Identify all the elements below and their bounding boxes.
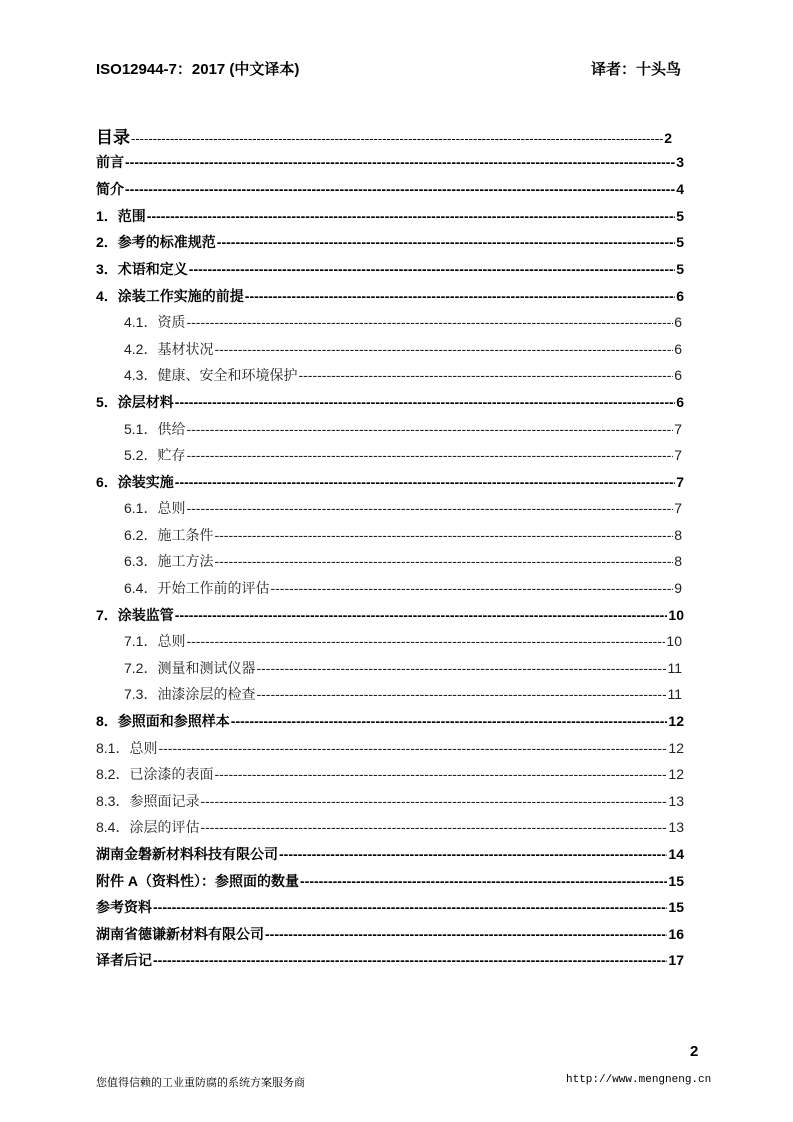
toc-leader-dashes: [158, 739, 667, 757]
toc-leader-dashes: [131, 128, 663, 150]
toc-leader-dashes: [175, 606, 668, 624]
toc-leader-dashes: [231, 712, 668, 730]
toc-leader-dashes: [214, 765, 667, 783]
toc-leader-dashes: [265, 925, 667, 943]
toc-entry-title: 8.4．涂层的评估: [96, 819, 200, 835]
toc-entry-page: 8: [674, 553, 682, 569]
toc-entry-page: 7: [674, 447, 682, 463]
toc-entry-page: 6: [676, 288, 684, 304]
toc-leader-dashes: [186, 499, 673, 517]
toc-leader-dashes: [279, 845, 667, 863]
footer-link[interactable]: http://www.mengneng.cn: [566, 1074, 712, 1086]
toc-leader-dashes: [186, 420, 673, 438]
toc-leader-dashes: [245, 287, 675, 305]
toc-entry-page: 5: [676, 208, 684, 224]
toc-leader-dashes: [147, 207, 675, 225]
toc-leader-dashes: [125, 153, 675, 171]
toc-entry-title: 8.1．总则: [96, 740, 158, 756]
toc-entry-page: 15: [668, 873, 684, 889]
toc-leader-dashes: [125, 180, 675, 198]
toc-entry[interactable]: [124, 340, 682, 358]
toc-entry-page: 6: [674, 367, 682, 383]
translator-credit: 译者：十头鸟: [590, 61, 681, 78]
toc-entry-title: 6.3．施工方法: [124, 553, 214, 569]
toc-entry-title: 7．涂装监管: [96, 607, 174, 623]
toc-leader-dashes: [153, 951, 667, 969]
toc-entry[interactable]: [124, 579, 682, 597]
toc-entry-title: 4.1．资质: [124, 314, 186, 330]
toc-entry-page: 10: [666, 633, 682, 649]
toc-entry[interactable]: [96, 845, 684, 863]
toc-leader-dashes: [200, 792, 667, 810]
toc-entry-title: 参考资料: [96, 899, 152, 915]
toc-entry-page: 9: [674, 580, 682, 596]
toc-leader-dashes: [214, 552, 673, 570]
toc-entry[interactable]: [96, 951, 684, 969]
toc-entry[interactable]: [96, 872, 684, 890]
toc-entry[interactable]: [124, 366, 682, 384]
toc-leader-dashes: [175, 473, 675, 491]
toc-entry-page: 7: [674, 421, 682, 437]
toc-entry-page: 17: [668, 952, 684, 968]
toc-leader-dashes: [270, 579, 673, 597]
toc-entry-title: 6.2．施工条件: [124, 527, 214, 543]
toc-leader-dashes: [256, 659, 666, 677]
page-number: 2: [690, 1043, 699, 1060]
toc-entry-page: 5: [676, 234, 684, 250]
toc-entry-title: 8.2．已涂漆的表面: [96, 766, 214, 782]
toc-leader-dashes: [214, 340, 673, 358]
toc-entry[interactable]: [124, 446, 682, 464]
toc-entry-page: 7: [674, 500, 682, 516]
toc-entry-title: 前言: [96, 154, 124, 170]
toc-entry-title: 4．涂装工作实施的前提: [96, 288, 244, 304]
toc-entry[interactable]: [96, 127, 672, 149]
toc-leader-dashes: [200, 818, 667, 836]
toc-entry-page: 3: [676, 154, 684, 170]
toc-entry[interactable]: [96, 818, 684, 836]
toc-entry-title: 5.2．贮存: [124, 447, 186, 463]
toc-leader-dashes: [217, 233, 675, 251]
toc-entry-page: 4: [676, 181, 684, 197]
toc-entry-title: 5.1．供给: [124, 421, 186, 437]
toc-entry-title: 湖南省德谦新材料有限公司: [96, 926, 264, 942]
toc-leader-dashes: [175, 393, 675, 411]
toc-entry[interactable]: [96, 180, 684, 198]
toc-entry-page: 10: [668, 607, 684, 623]
toc-entry[interactable]: [96, 606, 684, 624]
toc-entry-title: 6.1．总则: [124, 500, 186, 516]
toc-entry-page: 16: [668, 926, 684, 942]
document-title: ISO12944-7：2017 (中文译本): [96, 61, 300, 78]
toc-entry-title: 7.1．总则: [124, 633, 186, 649]
toc-entry-title: 8.3．参照面记录: [96, 793, 200, 809]
toc-entry[interactable]: [96, 393, 684, 411]
toc-entry-page: 2: [664, 130, 672, 146]
toc-entry[interactable]: [96, 153, 684, 171]
toc-entry[interactable]: [124, 499, 682, 517]
toc-entry[interactable]: [96, 473, 684, 491]
toc-entry-page: 11: [667, 660, 682, 676]
toc-entry[interactable]: [124, 632, 682, 650]
toc-entry-page: 15: [668, 899, 684, 915]
toc-leader-dashes: [300, 872, 667, 890]
toc-entry[interactable]: [96, 739, 684, 757]
toc-leader-dashes: [256, 685, 666, 703]
toc-entry-title: 4.3．健康、安全和环境保护: [124, 367, 298, 383]
toc-entry[interactable]: [96, 287, 684, 305]
toc-entry-title: 湖南金磐新材料科技有限公司: [96, 846, 278, 862]
toc-entry-title: 1．范围: [96, 208, 146, 224]
toc-entry[interactable]: [96, 925, 684, 943]
toc-entry[interactable]: [96, 712, 684, 730]
toc-entry-page: 14: [668, 846, 684, 862]
toc-entry[interactable]: [96, 792, 684, 810]
toc-entry[interactable]: [124, 685, 682, 703]
toc-entry-page: 7: [676, 474, 684, 490]
toc-entry-page: 6: [674, 314, 682, 330]
toc-entry[interactable]: [124, 659, 682, 677]
toc-entry-title: 3．术语和定义: [96, 261, 188, 277]
toc-entry-title: 6.4．开始工作前的评估: [124, 580, 270, 596]
toc-leader-dashes: [214, 526, 673, 544]
toc-entry[interactable]: [124, 313, 682, 331]
toc-entry-title: 2．参考的标准规范: [96, 234, 216, 250]
toc-entry-title: 简介: [96, 181, 124, 197]
toc-entry-title: 6．涂装实施: [96, 474, 174, 490]
footer-slogan: 您值得信赖的工业重防腐的系统方案服务商: [96, 1076, 305, 1089]
toc-entry-page: 12: [668, 766, 684, 782]
toc-entry-title: 译者后记: [96, 952, 152, 968]
toc-leader-dashes: [186, 313, 673, 331]
toc-entry-title: 4.2．基材状况: [124, 341, 214, 357]
toc-entry-page: 5: [676, 261, 684, 277]
toc-entry-page: 12: [668, 740, 684, 756]
toc-entry[interactable]: [96, 207, 684, 225]
toc-entry-page: 12: [668, 713, 684, 729]
toc-entry[interactable]: [124, 420, 682, 438]
toc-entry[interactable]: [124, 552, 682, 570]
toc-entry-page: 13: [668, 793, 684, 809]
toc-entry-title: 7.2．测量和测试仪器: [124, 660, 256, 676]
toc-entry[interactable]: [96, 233, 684, 251]
toc-entry-page: 11: [667, 686, 682, 702]
toc-entry[interactable]: [124, 526, 682, 544]
toc-entry-title: 附件 A（资料性）：参照面的数量: [96, 873, 299, 889]
toc-entry-title: 7.3．油漆涂层的检查: [124, 686, 256, 702]
toc-leader-dashes: [153, 898, 667, 916]
toc-leader-dashes: [186, 632, 665, 650]
toc-entry-page: 6: [674, 341, 682, 357]
toc-entry-page: 13: [668, 819, 684, 835]
toc-leader-dashes: [298, 366, 673, 384]
toc-entry[interactable]: [96, 765, 684, 783]
toc-leader-dashes: [186, 446, 673, 464]
toc-entry[interactable]: [96, 260, 684, 278]
toc-entry-page: 6: [676, 394, 684, 410]
toc-leader-dashes: [189, 260, 675, 278]
toc-entry-page: 8: [674, 527, 682, 543]
toc-entry-title: 5．涂层材料: [96, 394, 174, 410]
toc-entry-title: 目录: [96, 128, 130, 147]
toc-entry-title: 8．参照面和参照样本: [96, 713, 230, 729]
toc-entry[interactable]: [96, 898, 684, 916]
